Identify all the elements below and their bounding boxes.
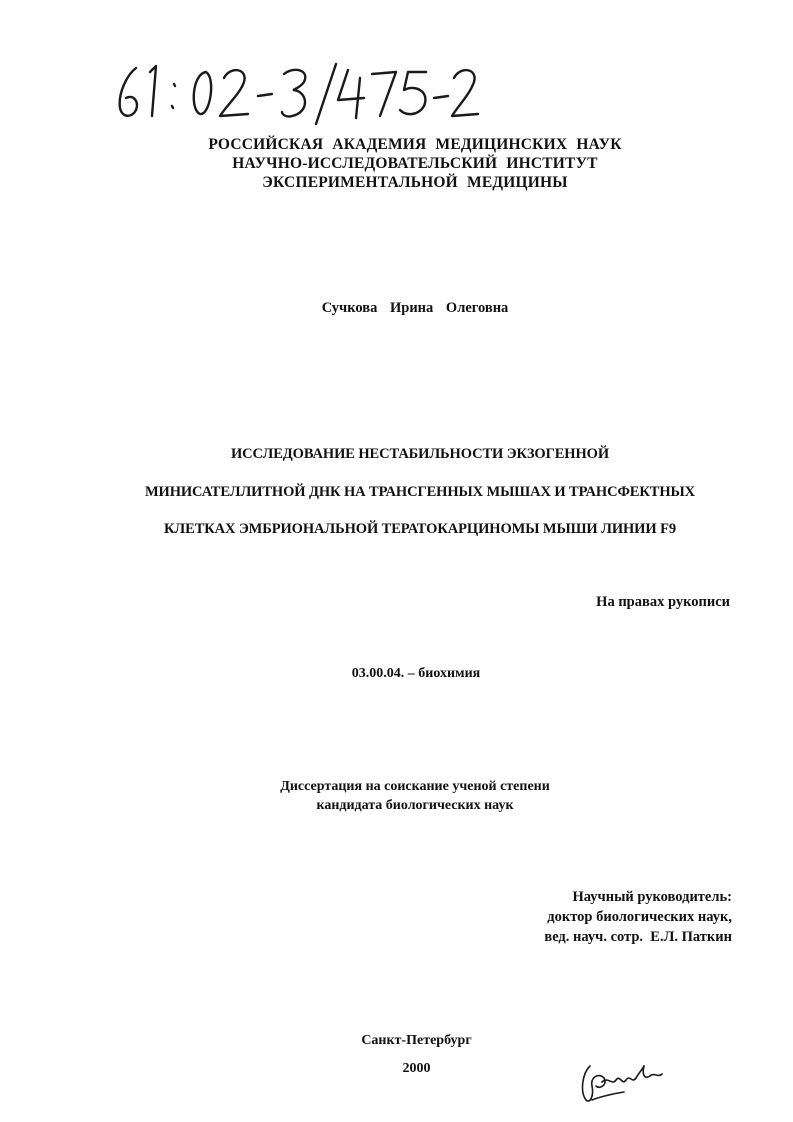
institution-line-2: НАУЧНО-ИССЛЕДОВАТЕЛЬСКИЙ ИНСТИТУТ [232,155,598,172]
title-line-3: КЛЕТКАХ ЭМБРИОНАЛЬНОЙ ТЕРАТОКАРЦИНОМЫ МЫШИ ЛИНИИ F9 [164,521,676,537]
year: 2000 [402,1061,431,1076]
handwritten-signature [572,1056,672,1106]
institution-line-1: РОССИЙСКАЯ АКАДЕМИЯ МЕДИЦИНСКИХ НАУК [208,136,622,153]
supervisor-name: вед. науч. сотр. Е.Л. Паткин [544,929,732,945]
dissertation-line-2: кандидата биологических наук [316,798,514,813]
dissertation-line-1: Диссертация на соискание ученой степени [280,779,550,794]
institution-line-3: ЭКСПЕРИМЕНТАЛЬНОЙ МЕДИЦИНЫ [262,174,568,191]
supervisor-label: Научный руководитель: [572,889,732,905]
title-line-1: ИССЛЕДОВАНИЕ НЕСТАБИЛЬНОСТИ ЭКЗОГЕННОЙ [230,446,610,462]
supervisor-degree: доктор биологических наук, [547,909,732,925]
city: Санкт-Петербург [361,1033,472,1048]
author-name: Сучкова Ирина Олеговна [321,300,509,316]
handwritten-archive-number [112,58,492,128]
title-line-2: МИНИСАТЕЛЛИТНОЙ ДНК НА ТРАНСГЕННЫХ МЫШАХ И ТРАНСФЕКТНЫХ [144,484,696,500]
specialty-code: 03.00.04. – биохимия [351,666,481,681]
rights-note: На правах рукописи [596,594,730,610]
